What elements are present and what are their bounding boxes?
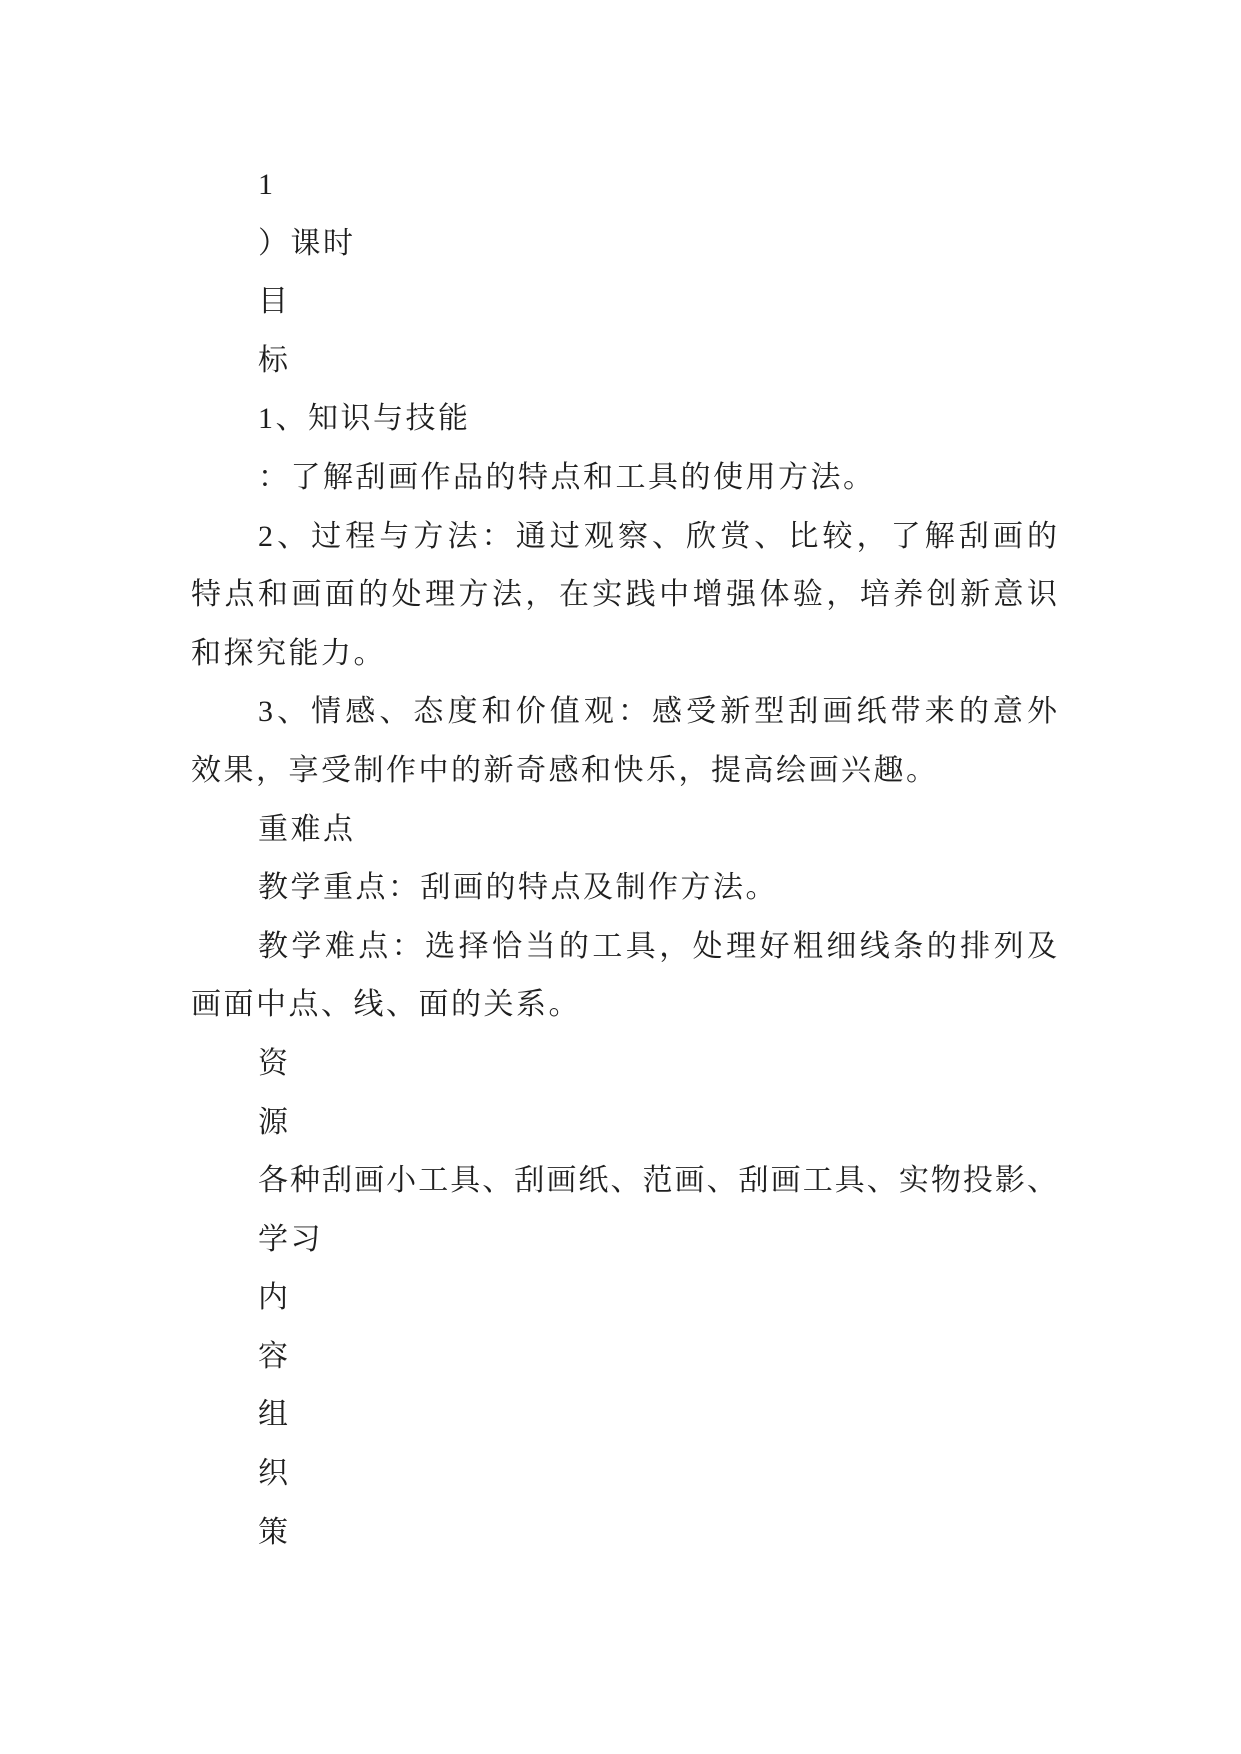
key-points-heading-line <box>191 801 1057 860</box>
learning-content-strategy-label: 组 <box>258 1398 291 1432</box>
teaching-difficulty: 教学难点：选择恰当的工具，处理好粗细线条的排列及 <box>258 929 1061 963</box>
lesson-number-line <box>191 156 1057 215</box>
objective-3-text: 3、情感、态度和价值观：感受新型刮画纸带来的意外 <box>258 695 1062 729</box>
learning-content-strategy-label: 策 <box>258 1515 291 1549</box>
learning-content-strategy-label: 容 <box>258 1339 291 1373</box>
objective-1-heading-line <box>191 390 1057 449</box>
objectives-label-line <box>191 273 1057 332</box>
resources-label-line <box>191 1035 1057 1094</box>
objective-2-text-line <box>191 566 1061 625</box>
objectives-label-char: 标 <box>258 343 291 377</box>
teaching-difficulty: 画面中点、线、面的关系。 <box>191 988 581 1022</box>
learning-content-strategy-label-line <box>191 1504 1057 1563</box>
key-points-heading: 重难点 <box>258 812 356 846</box>
teaching-difficulty-line <box>191 976 1057 1035</box>
objective-1-heading: 1、知识与技能 <box>258 402 471 436</box>
lesson-hours: ）课时 <box>258 226 356 260</box>
learning-content-strategy-label-line <box>191 1211 1057 1270</box>
objective-2-text-line <box>191 508 1062 567</box>
learning-content-strategy-label-line <box>191 1445 1057 1504</box>
learning-content-strategy-label: 内 <box>258 1281 291 1315</box>
objective-3-text: 效果，享受制作中的新奇感和快乐，提高绘画兴趣。 <box>191 753 939 787</box>
resources-list-line <box>191 1152 1060 1211</box>
objective-1-text: ：了解刮画作品的特点和工具的使用方法。 <box>258 460 876 494</box>
teaching-focus-line <box>191 859 1057 918</box>
objectives-label-char: 目 <box>258 285 291 319</box>
lesson-hours-line <box>191 215 1057 274</box>
teaching-difficulty-line <box>191 918 1061 977</box>
resources-label-line <box>191 1094 1057 1153</box>
learning-content-strategy-label-line <box>191 1269 1057 1328</box>
learning-content-strategy-label: 织 <box>258 1457 291 1491</box>
document-page <box>191 156 1062 1562</box>
objective-2-text: 2、过程与方法：通过观察、欣赏、比较，了解刮画的 <box>258 519 1062 553</box>
objective-2-text: 和探究能力。 <box>191 636 386 670</box>
objective-3-text-line <box>191 742 1057 801</box>
learning-content-strategy-label-line <box>191 1328 1057 1387</box>
learning-content-strategy-label-line <box>191 1386 1057 1445</box>
resources-label-char: 源 <box>258 1105 291 1139</box>
learning-content-strategy-label: 学习 <box>258 1222 323 1256</box>
objective-1-text-line <box>191 449 1057 508</box>
objective-2-text: 特点和画面的处理方法，在实践中增强体验，培养创新意识 <box>191 578 1061 612</box>
lesson-number: 1 <box>258 168 276 201</box>
resources-list: 各种刮画小工具、刮画纸、范画、刮画工具、实物投影、 <box>258 1164 1060 1198</box>
resources-label-char: 资 <box>258 1046 291 1080</box>
teaching-focus: 教学重点：刮画的特点及制作方法。 <box>258 871 778 905</box>
objectives-label-line <box>191 332 1057 391</box>
objective-2-text-line <box>191 625 1057 684</box>
objective-3-text-line <box>191 683 1062 742</box>
